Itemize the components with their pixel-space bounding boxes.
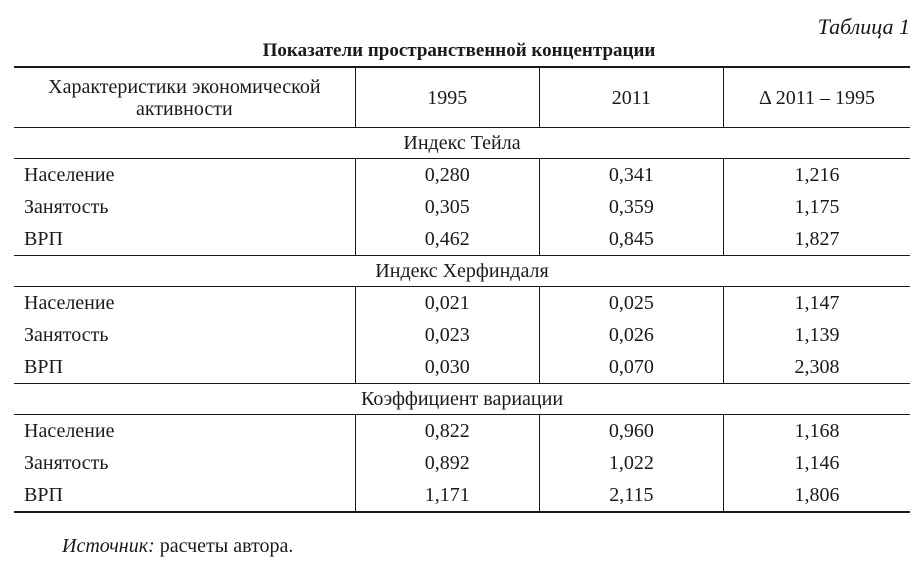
cell-delta: 1,168: [723, 415, 910, 448]
table-row: [14, 191, 910, 223]
cell-1995: 0,030: [355, 351, 539, 384]
table-header-row: [14, 67, 910, 128]
cell-2011: 0,359: [539, 191, 723, 223]
cell-1995: 0,021: [355, 287, 539, 320]
source-note: [62, 535, 293, 558]
cell-delta: 1,175: [723, 191, 910, 223]
cell-2011: 0,960: [539, 415, 723, 448]
table-row: [14, 447, 910, 479]
section-title-herfindahl: Индекс Херфиндаля: [14, 256, 910, 287]
source-text: расчеты автора.: [154, 535, 294, 557]
row-label: Занятость: [24, 451, 109, 474]
row-label: Население: [24, 163, 115, 186]
cell-1995: 0,462: [355, 223, 539, 256]
cell-delta: 1,806: [723, 479, 910, 512]
header-characteristics-text: Характеристики экономической активности: [48, 75, 321, 120]
cell-1995: 0,280: [355, 159, 539, 192]
cell-2011: 0,341: [539, 159, 723, 192]
row-label: Население: [24, 291, 115, 314]
table-title: Показатели пространственной концентрации: [262, 40, 656, 61]
table-number-label: Таблица 1: [817, 14, 910, 39]
table-row: [14, 479, 910, 512]
table-row: [14, 287, 910, 320]
row-label: ВРП: [14, 479, 355, 512]
section-row: [14, 256, 910, 287]
cell-delta: 1,139: [723, 319, 910, 351]
cell-delta: 1,146: [723, 447, 910, 479]
table-row: [14, 159, 910, 192]
cell-1995: 0,023: [355, 319, 539, 351]
table-row: [14, 319, 910, 351]
cell-2011: 0,845: [539, 223, 723, 256]
section-row: [14, 128, 910, 159]
cell-1995: 1,171: [355, 479, 539, 512]
cell-1995: 0,305: [355, 191, 539, 223]
cell-2011: 0,026: [539, 319, 723, 351]
cell-delta: 2,308: [723, 351, 910, 384]
cell-delta: 1,827: [723, 223, 910, 256]
cell-1995: 0,892: [355, 447, 539, 479]
table-row: [14, 223, 910, 256]
section-title-theil: Индекс Тейла: [14, 128, 910, 159]
header-delta: Δ 2011 – 1995: [723, 67, 910, 128]
header-1995: 1995: [355, 67, 539, 128]
cell-2011: 0,070: [539, 351, 723, 384]
header-2011: 2011: [539, 67, 723, 128]
cell-2011: 0,025: [539, 287, 723, 320]
table-row: [14, 415, 910, 448]
section-title-variation: Коэффициент вариации: [14, 384, 910, 415]
row-label: Занятость: [24, 195, 109, 218]
row-label: Занятость: [24, 323, 109, 346]
header-characteristics: [14, 67, 355, 128]
source-label: Источник:: [62, 535, 155, 557]
cell-2011: 2,115: [539, 479, 723, 512]
cell-delta: 1,147: [723, 287, 910, 320]
cell-delta: 1,216: [723, 159, 910, 192]
section-row: [14, 384, 910, 415]
cell-1995: 0,822: [355, 415, 539, 448]
row-label: Население: [24, 419, 115, 442]
row-label: ВРП: [14, 223, 355, 256]
concentration-table: [14, 66, 910, 513]
row-label: ВРП: [14, 351, 355, 384]
cell-2011: 1,022: [539, 447, 723, 479]
table-row: [14, 351, 910, 384]
